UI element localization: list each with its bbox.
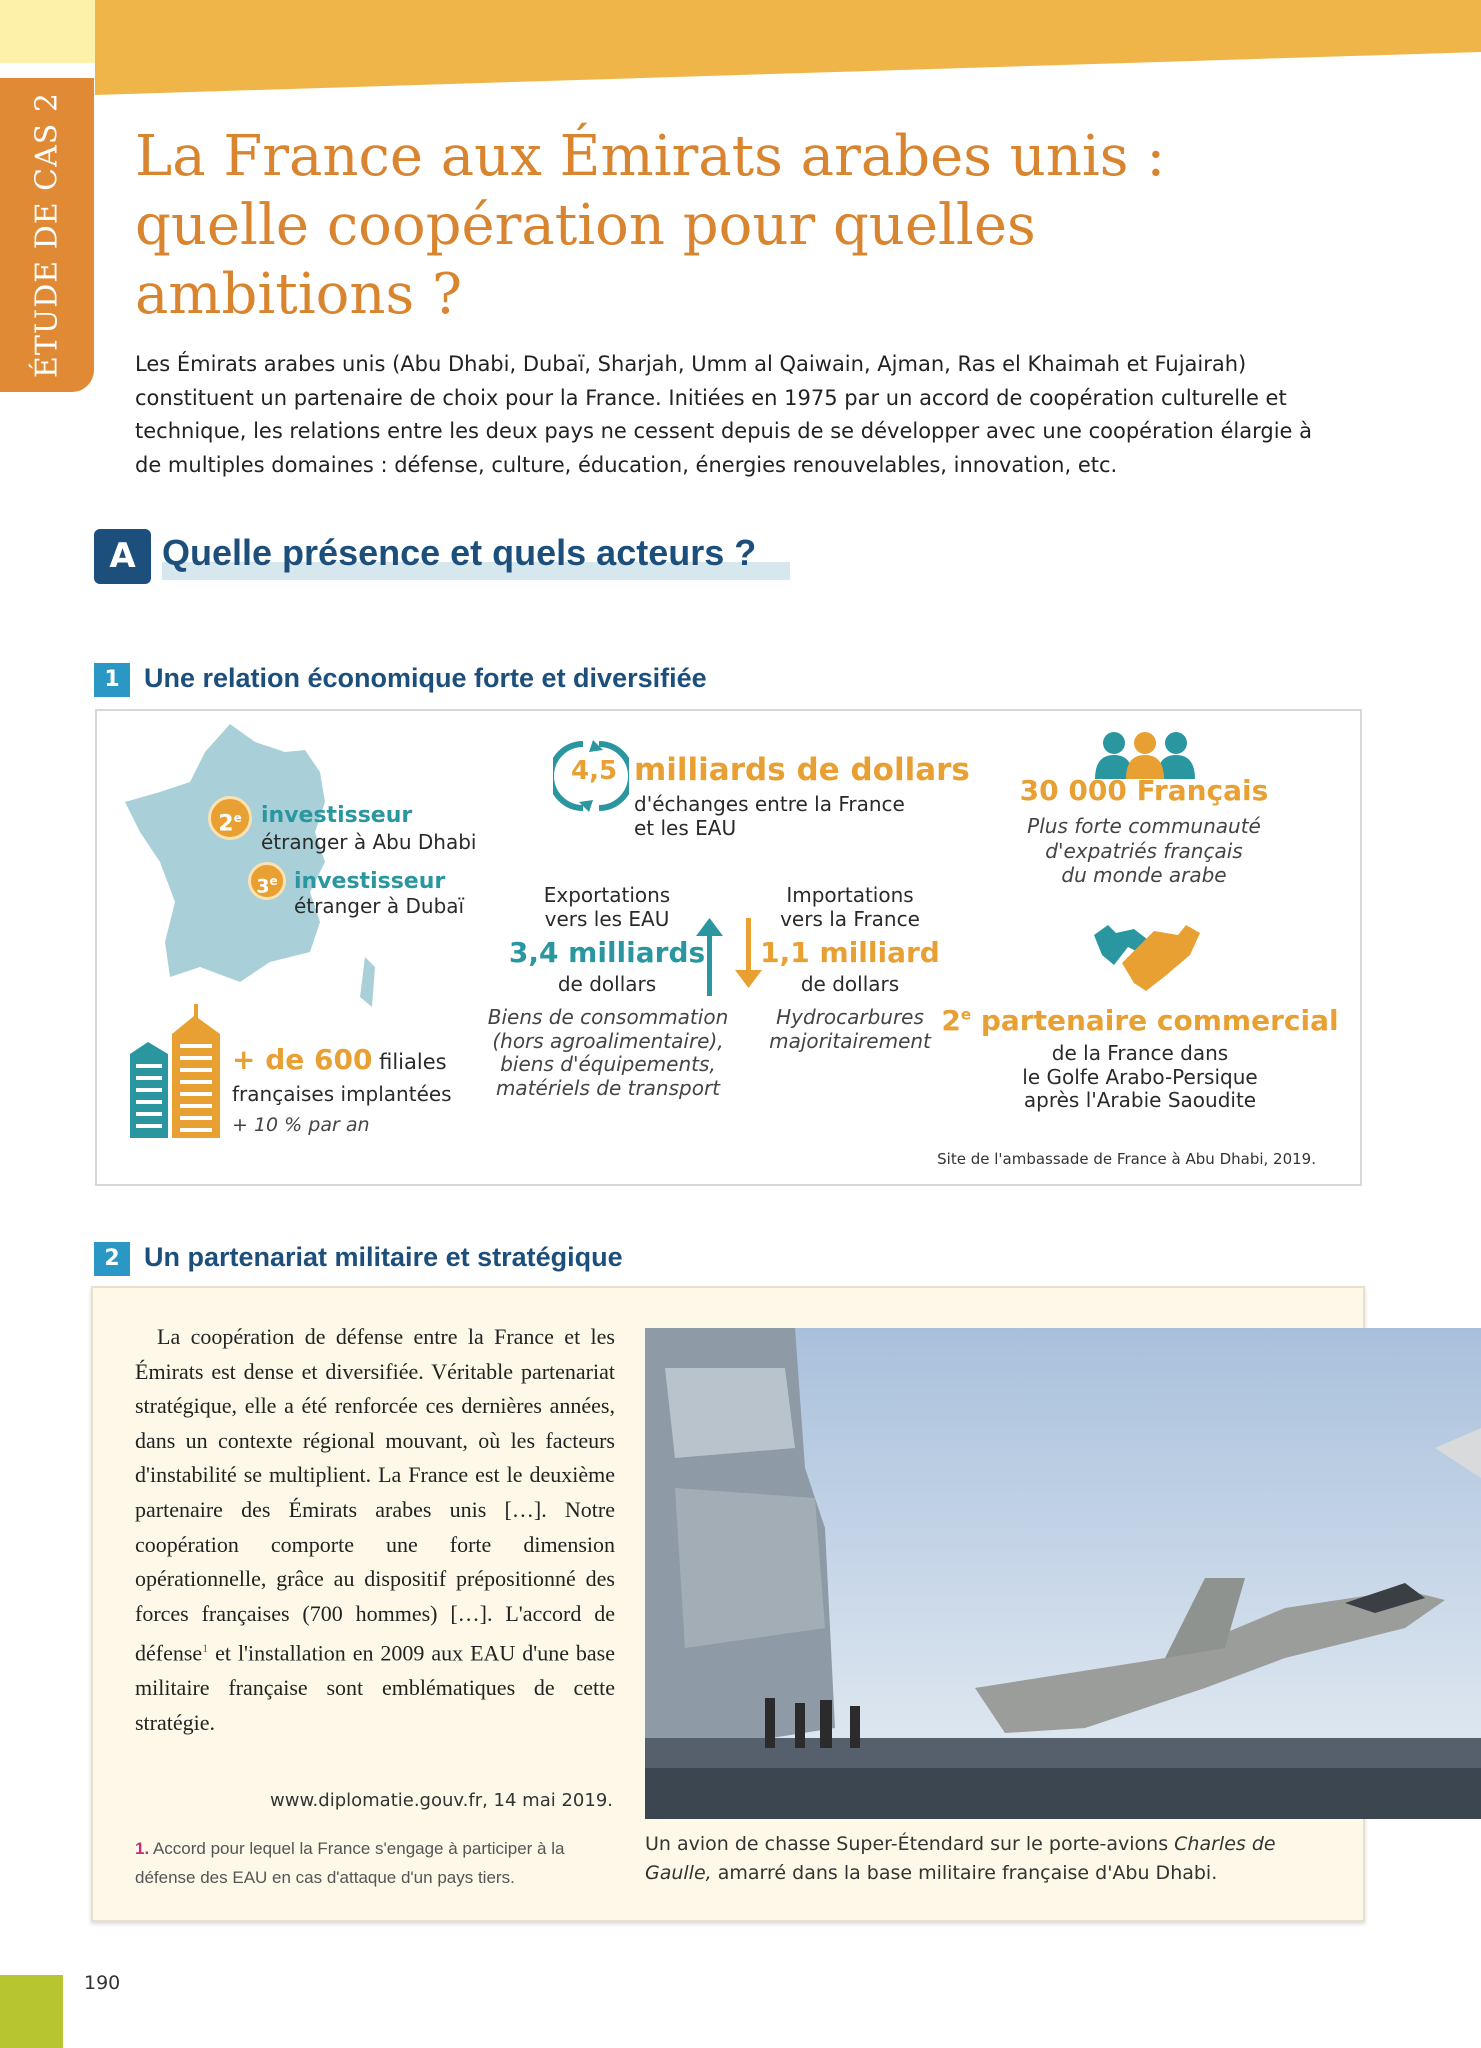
- handshake-icon: [1094, 925, 1200, 991]
- aircraft-carrier-photo: [645, 1328, 1481, 1819]
- imports-label: Importations: [786, 883, 914, 907]
- imports-label: vers la France: [780, 907, 920, 931]
- title-line: La France aux Émirats arabes unis :: [135, 124, 1166, 189]
- doc2-text: La coopération de défense entre la France et les Émirats est dense et diversifiée. Véritable partenariat stratégique, elle a été renforcée ces dernières années, dans un contexte régional mouvant, où les facteurs d'instabilité se multiplient. La France est le deuxième partenaire des Émirats arabes unis […]. Notre coopération comporte une forte dimension opérationnelle, grâce au dispositif prépositionné des forces françaises (700 hommes) […]. L'accord de défense$^1$ et l'installation en 2009 aux EAU d'une base militaire française sont emblématiques de cette stratégie.: [135, 1324, 615, 1735]
- page-corner: [0, 1975, 63, 2048]
- partner-text: de la France dans le Golfe Arabo-Persique après l'Arabie Saoudite: [1022, 1041, 1258, 1112]
- export-import-arrows-icon: [696, 918, 766, 998]
- title-line: ambitions ?: [135, 262, 463, 327]
- imports-unit: de dollars: [800, 972, 900, 996]
- page-number: 190: [84, 1972, 121, 1994]
- section-title: Quelle présence et quels acteurs ?: [162, 532, 757, 573]
- investor-label: investisseur: [294, 869, 446, 894]
- doc2-source: www.diplomatie.gouv.fr, 14 mai 2019.: [270, 1790, 613, 1811]
- trade-line: d'échanges entre la France: [634, 792, 905, 816]
- subsidiaries-line: françaises implantées: [232, 1082, 452, 1106]
- footnote: 1. Accord pour lequel la France s'engage à participer à la défense des EAU en cas d'attaque d'un pays tiers.: [135, 1839, 565, 1887]
- page-title: [135, 122, 1335, 329]
- header-band: [0, 0, 1481, 95]
- exports-label: Exportations: [543, 883, 671, 907]
- people-icon: [1095, 731, 1195, 779]
- case-study-tab: [0, 78, 94, 392]
- section-letter: A: [94, 529, 151, 584]
- exports-unit: de dollars: [557, 972, 657, 996]
- subsidiaries-growth: + 10 % par an: [232, 1114, 370, 1136]
- photo-caption: Un avion de chasse Super-Étendard sur le porte-avions Charles de Gaulle, amarré dans la base militaire française d'Abu Dhabi.: [645, 1833, 1276, 1884]
- intro-text: Les Émirats arabes unis (Abu Dhabi, Dubaï, Sharjah, Umm al Qaiwain, Ajman, Ras el Khaimah et Fujairah) constituent un partenaire de choix pour la France. Initiées en 1975 par un accord de coopération culturelle et technique, les relations entre les deux pays ne cessent depuis de se développer avec une coopération élargie à de multiples domaines : défense, culture, éducation, énergies renouvelables, innovation, etc.: [135, 352, 1313, 477]
- exports-label: vers les EAU: [544, 907, 670, 931]
- trade-line: et les EAU: [634, 816, 737, 840]
- trade-unit: milliards de dollars: [634, 752, 970, 788]
- doc1-source: Site de l'ambassade de France à Abu Dhabi, 2019.: [937, 1150, 1316, 1168]
- investor-sub: étranger à Dubaï: [294, 894, 465, 918]
- subsidiaries: + de 600 filiales: [232, 1043, 447, 1076]
- tab-label: ÉTUDE DE CAS 2: [29, 92, 65, 378]
- doc-title: Une relation économique forte et diversifiée: [144, 663, 707, 693]
- buildings-icon: [128, 1004, 228, 1138]
- expats-text: Plus forte communauté d'expatriés français du monde arabe: [1027, 814, 1261, 887]
- partner-title: 2e partenaire commercial: [941, 1004, 1339, 1037]
- doc-title: Un partenariat militaire et stratégique: [144, 1242, 623, 1272]
- exports-value: 3,4 milliards: [508, 936, 706, 969]
- trade-value: 4,5: [571, 756, 618, 786]
- investor-sub: étranger à Abu Dhabi: [261, 830, 477, 854]
- rank-badge: 3e: [248, 862, 286, 900]
- doc-number: 1: [94, 663, 130, 697]
- exports-goods: Biens de consommation (hors agroalimentaire), biens d'équipements, matériels de transport: [487, 1005, 729, 1100]
- imports-goods: Hydrocarbures majoritairement: [769, 1005, 931, 1053]
- imports-value: 1,1 milliard: [760, 936, 940, 969]
- expats-value: 30 000 Français: [1019, 774, 1269, 807]
- doc-number: 2: [94, 1242, 130, 1276]
- title-line: quelle coopération pour quelles: [135, 193, 1036, 258]
- rank-badge: 2e: [208, 796, 252, 840]
- investor-label: investisseur: [261, 803, 413, 828]
